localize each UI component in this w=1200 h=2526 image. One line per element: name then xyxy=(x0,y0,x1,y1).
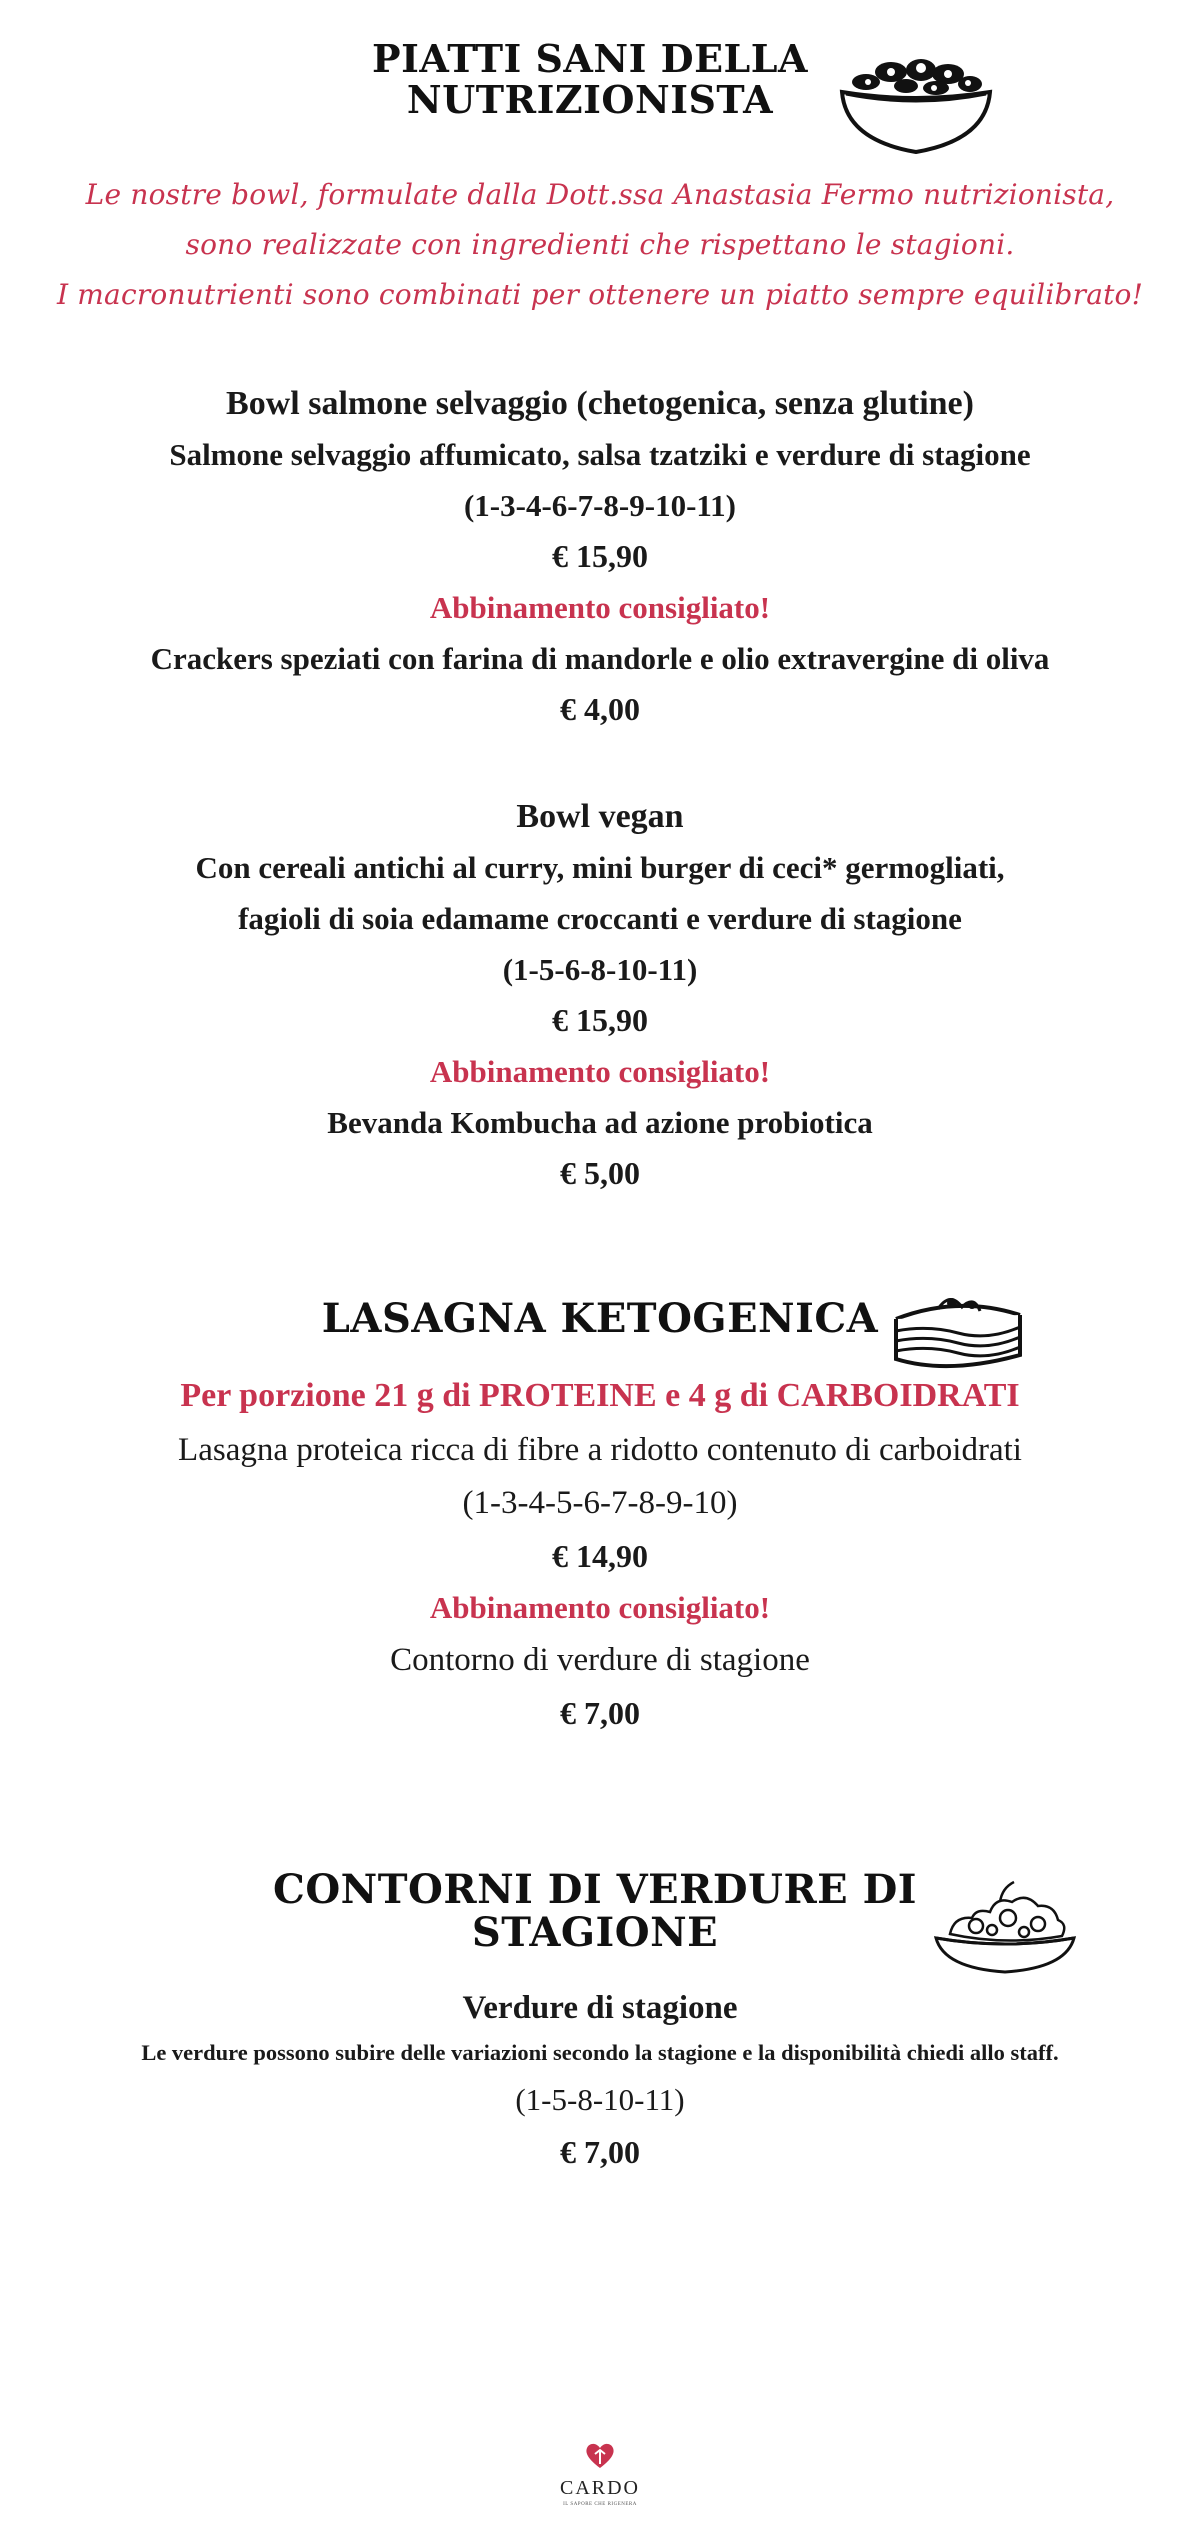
dish-description: fagioli di soia edamame croccanti e verdure di stagione xyxy=(238,901,962,936)
dish-description: Lasagna proteica ricca di fibre a ridotto contenuto di carboidrati xyxy=(178,1432,1022,1468)
pairing-label: Abbinamento consigliato! xyxy=(429,590,771,625)
dish-description: Con cereali antichi al curry, mini burger di ceci* germogliati, xyxy=(195,850,1005,885)
dish-lasagna xyxy=(0,1368,1200,1739)
dish-allergens: (1-3-4-6-7-8-9-10-11) xyxy=(463,488,737,523)
lasagna-icon xyxy=(888,1285,1028,1375)
salad-bowl-icon xyxy=(836,48,996,158)
dish-allergens: (1-3-4-5-6-7-8-9-10) xyxy=(462,1485,738,1521)
dish-price: € 14,90 xyxy=(552,1538,648,1574)
brand-name: CARDO xyxy=(559,2477,640,2499)
dish-vegan-bowl xyxy=(0,791,1200,1199)
pairing-label: Abbinamento consigliato! xyxy=(429,1054,771,1089)
dish-allergens: (1-5-6-8-10-11) xyxy=(502,952,698,987)
section-healthy-header xyxy=(0,38,1200,138)
pairing-item: Bevanda Kombucha ad azione probiotica xyxy=(327,1105,873,1140)
dish-name: Bowl vegan xyxy=(516,798,684,835)
pairing-item: Crackers speziati con farina di mandorle e olio extravergine di oliva xyxy=(150,641,1050,676)
dish-salmon-bowl xyxy=(0,378,1200,735)
section-title-line: NUTRIZIONISTA xyxy=(406,77,774,123)
intro-line: I macronutrienti sono combinati per ottenere un piatto sempre equilibrato! xyxy=(56,278,1144,311)
brand-tagline: IL SAPORE CHE RIGENERA xyxy=(563,2502,637,2507)
dish-price: € 7,00 xyxy=(560,2134,640,2170)
dish-price: € 15,90 xyxy=(552,538,648,574)
dish-note: Le verdure possono subire delle variazioni secondo la stagione e la disponibilità chiedi allo staff. xyxy=(141,2040,1059,2065)
intro-text xyxy=(0,170,1200,320)
pairing-price: € 4,00 xyxy=(560,691,640,727)
section-sides-header xyxy=(0,1868,1200,1988)
section-title-line: STAGIONE xyxy=(471,1909,719,1957)
heart-logo-icon xyxy=(584,2440,616,2470)
dish-allergens: (1-5-8-10-11) xyxy=(515,2082,685,2117)
intro-line: Le nostre bowl, formulate dalla Dott.ssa Anastasia Fermo nutrizionista, xyxy=(85,178,1115,211)
pairing-price: € 5,00 xyxy=(560,1155,640,1191)
dish-name: Bowl salmone selvaggio (chetogenica, senza glutine) xyxy=(226,385,974,422)
footer-logo xyxy=(530,2440,670,2526)
pairing-label: Abbinamento consigliato! xyxy=(429,1590,771,1625)
section-title xyxy=(330,36,850,123)
pairing-price: € 7,00 xyxy=(560,1695,640,1731)
section-lasagna-header xyxy=(0,1285,1200,1375)
section-title xyxy=(270,1866,920,1957)
dish-description: Salmone selvaggio affumicato, salsa tzatziki e verdure di stagione xyxy=(169,437,1031,472)
dish-seasonal-vegetables xyxy=(0,1984,1200,2178)
nutrition-subtitle: Per porzione 21 g di PROTEINE e 4 g di CARBOIDRATI xyxy=(180,1377,1020,1414)
salad-plate-icon xyxy=(930,1868,1080,1978)
section-title: LASAGNA KETOGENICA xyxy=(321,1295,879,1342)
section-title-line: CONTORNI DI VERDURE DI xyxy=(272,1866,917,1913)
intro-line: sono realizzate con ingredienti che rispettano le stagioni. xyxy=(185,228,1015,261)
section-title-line: PIATTI SANI DELLA xyxy=(372,36,808,81)
dish-name: Verdure di stagione xyxy=(462,1990,738,2026)
dish-price: € 15,90 xyxy=(552,1002,648,1038)
pairing-item: Contorno di verdure di stagione xyxy=(390,1642,810,1678)
